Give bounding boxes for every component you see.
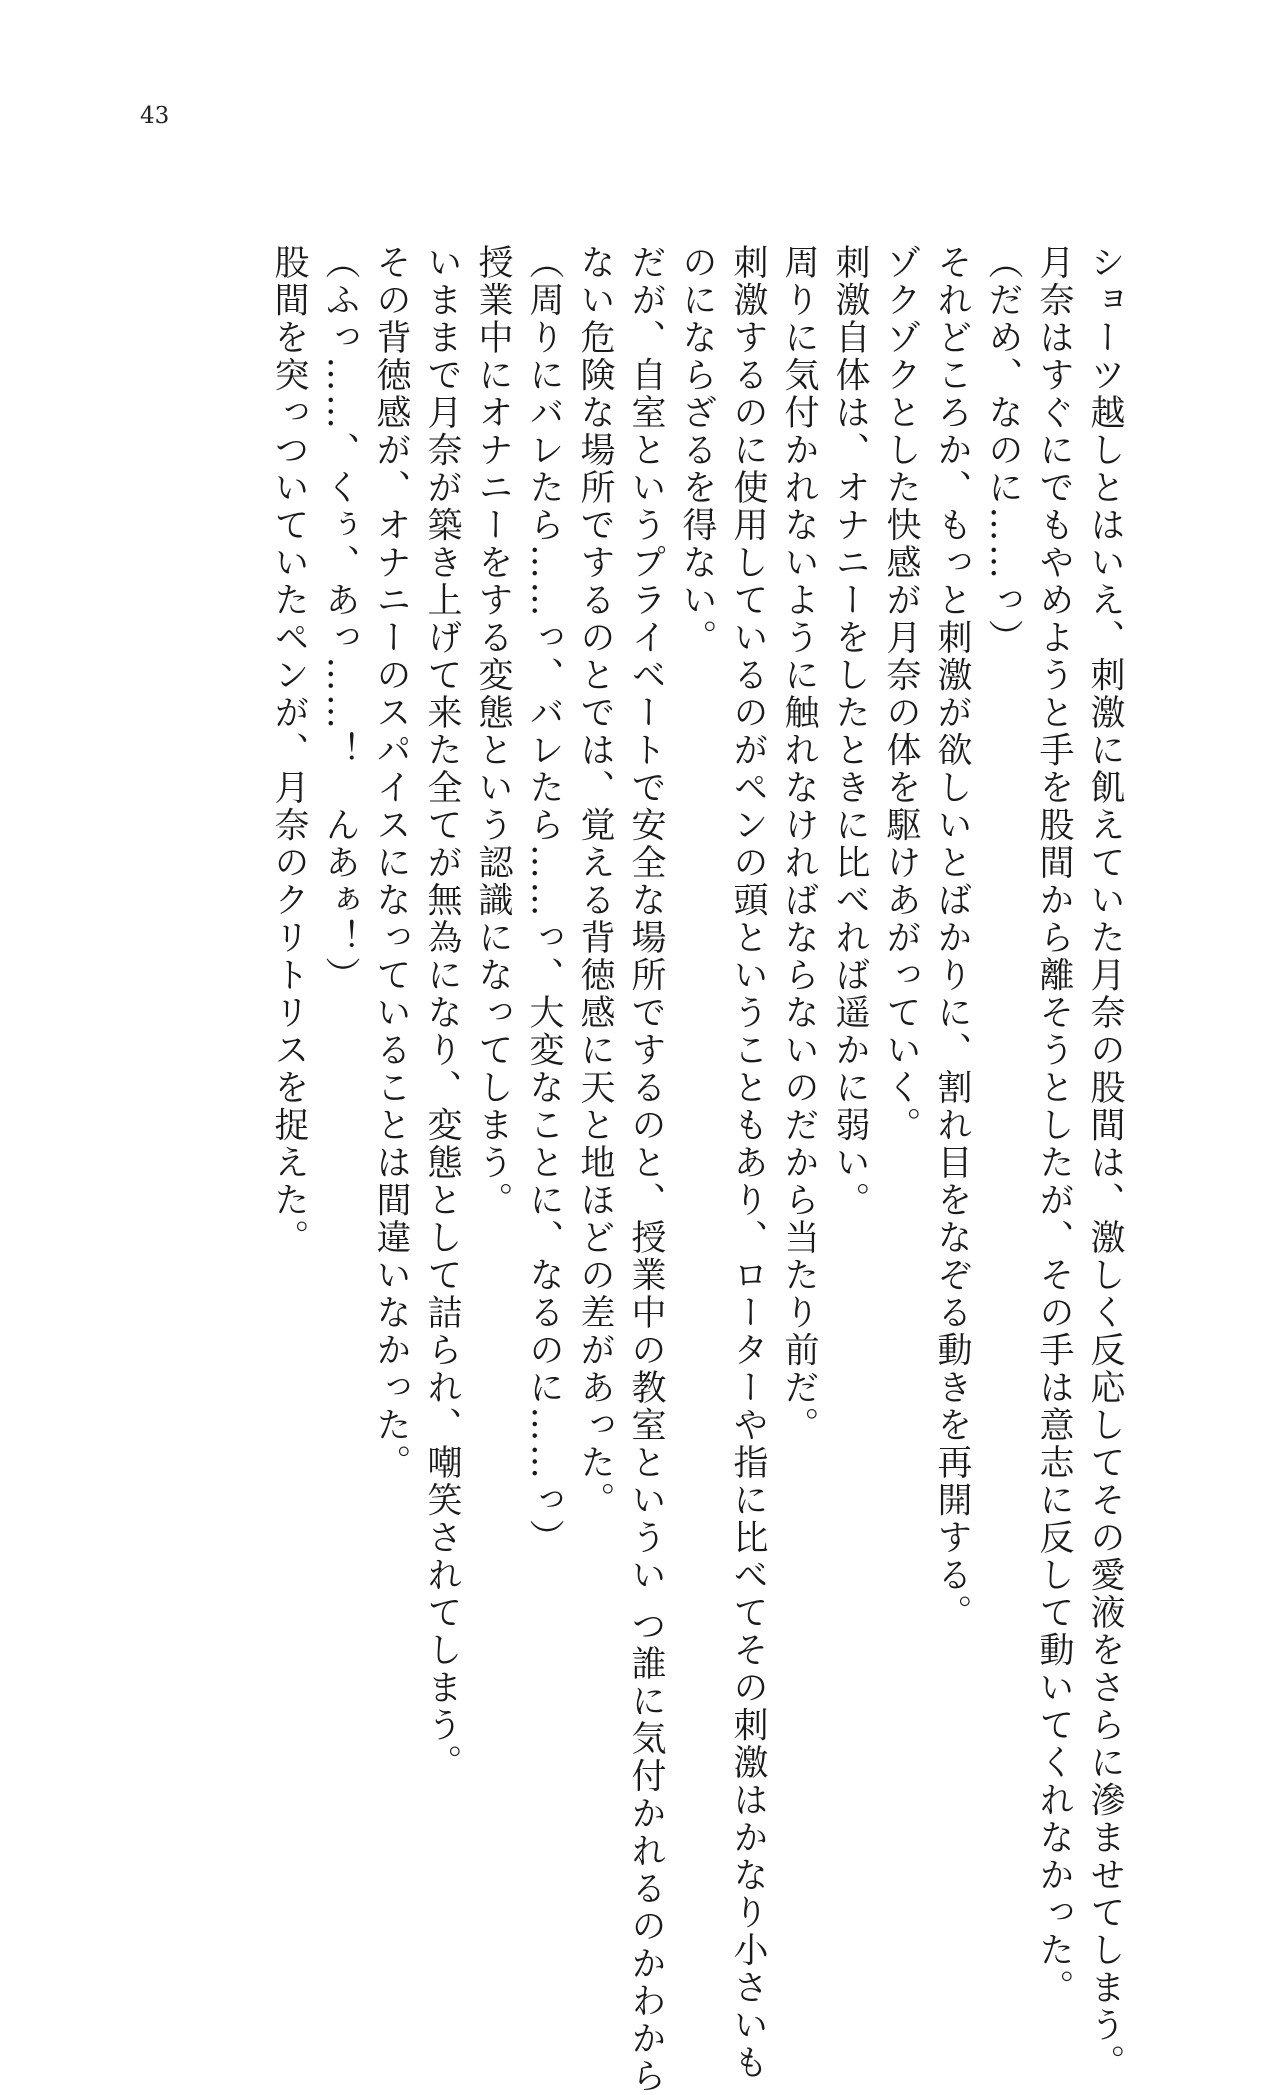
text-line: ショーツ越しとはいえ、刺激に飢えていた月奈の股間は、激しく反応してその愛液をさらに滲ませてしまう。 [1085, 244, 1125, 2082]
text-line: 股間を突っついていたペンが、月奈のクリトリスを捉えた。 [269, 244, 309, 1257]
text-line: その背徳感が、オナニーのスパイスになっていることは間違いなかった。 [371, 244, 411, 1482]
text-line: だが、自室というプライベートで安全な場所でするのと、授業中の教室というい つ誰に気付かれるのかわから [626, 244, 666, 2095]
text-line: それどころか、もっと刺激が欲しいとばかりに、割れ目をなぞる動きを再開する。 [932, 244, 972, 1632]
text-line: 刺激するのに使用しているのがペンの頭ということもあり、ローターや指に比べてその刺激はかなり小さいも [728, 244, 768, 2082]
text-line: （周りにバレたら……っ、バレたら……っ、大変なことに、なるのに……っ） [524, 244, 564, 1557]
text-line: 刺激自体は、オナニーをしたときに比べれば遥かに弱い。 [830, 244, 870, 1219]
body-text [130, 244, 1130, 2095]
page-number: 43 [140, 103, 170, 129]
text-line: ゾクゾクとした快感が月奈の体を駆けあがっていく。 [881, 244, 921, 1144]
text-line: ない危険な場所でするのとでは、覚える背徳感に天と地ほどの差があった。 [575, 244, 615, 1519]
text-line: （ふっ……、くぅ、あっ……！ んあぁ！） [320, 244, 360, 994]
text-line: のにならざるを得ない。 [677, 244, 717, 657]
text-line: いままで月奈が築き上げて来た全てが無為になり、変態として詰られ、嘲笑されてしまう。 [422, 244, 462, 1782]
text-line: 授業中にオナニーをする変態という認識になってしまう。 [473, 244, 513, 1219]
text-line: 周りに気付かれないように触れなければならないのだから当たり前だ。 [779, 244, 819, 1444]
text-line: （だめ、なのに……っ） [983, 244, 1023, 657]
text-line: 月奈はすぐにでもやめようと手を股間から離そうとしたが、その手は意志に反して動いてくれなかった。 [1034, 244, 1074, 2007]
